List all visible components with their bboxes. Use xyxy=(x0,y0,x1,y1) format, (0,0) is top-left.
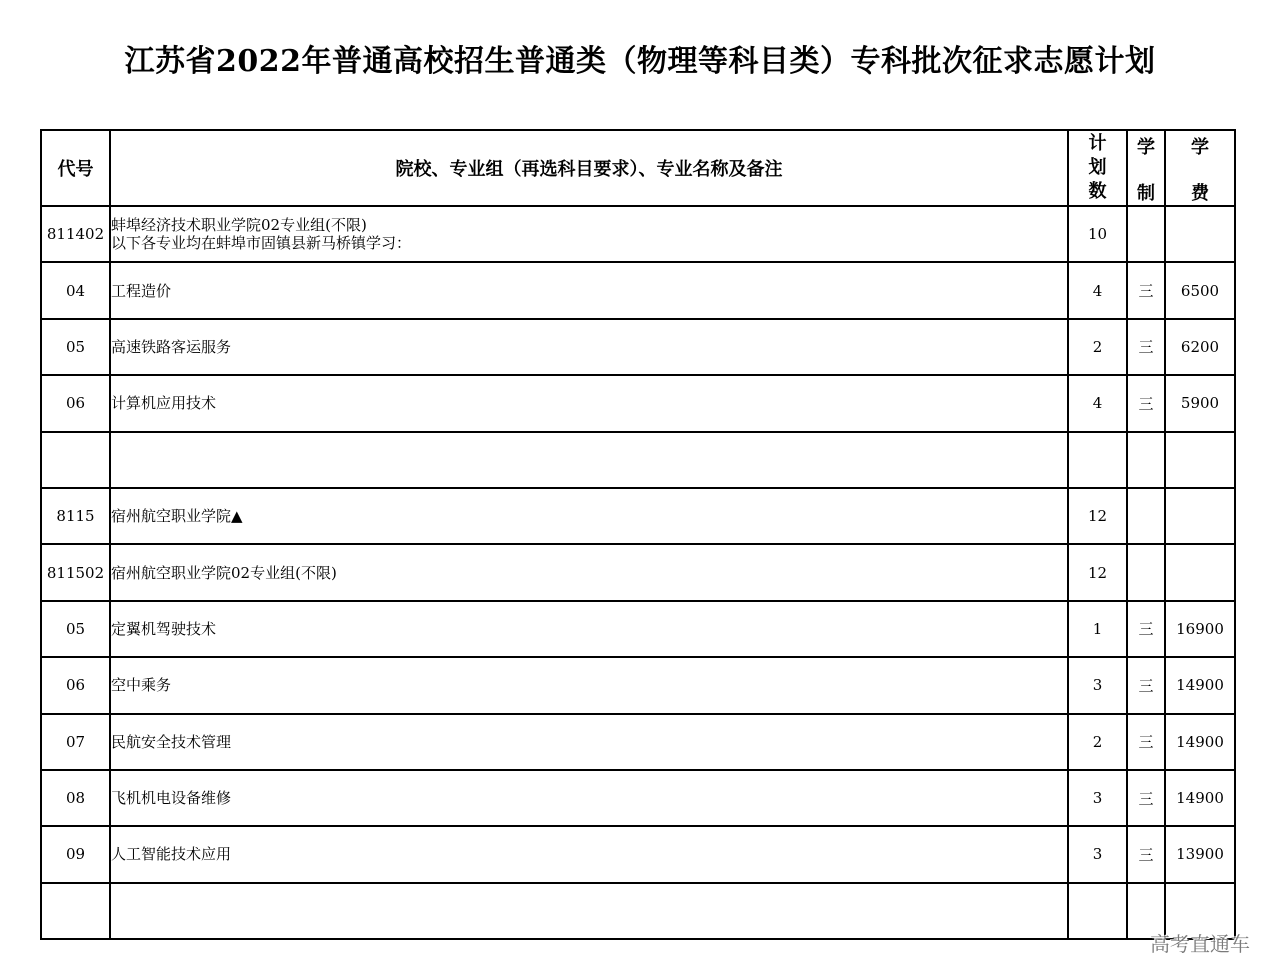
row-fee: 14900 xyxy=(1165,657,1235,713)
row-name-line: 计算机应用技术 xyxy=(111,394,217,413)
row-plan-count: 3 xyxy=(1068,657,1127,713)
row-code: 06 xyxy=(41,375,110,431)
row-name-line: 宿州航空职业学院02专业组(不限) xyxy=(111,563,337,582)
row-years: 三 xyxy=(1127,375,1165,431)
table-row xyxy=(41,601,1235,657)
row-plan-count: 1 xyxy=(1068,601,1127,657)
table-row xyxy=(41,375,1235,431)
row-plan-count: 3 xyxy=(1068,770,1127,826)
row-name xyxy=(110,826,1068,882)
row-name-line: 高速铁路客运服务 xyxy=(111,337,232,356)
header-fee xyxy=(1165,130,1235,206)
row-name-line: 蚌埠经济技术职业学院02专业组(不限) xyxy=(111,216,367,235)
table-row xyxy=(41,262,1235,318)
header-plan-count xyxy=(1068,130,1127,206)
row-code: 04 xyxy=(41,262,110,318)
row-name xyxy=(110,488,1068,544)
row-name-line: 飞机机电设备维修 xyxy=(111,789,232,808)
row-fee: 14900 xyxy=(1165,714,1235,770)
header-plan-count-char: 计 xyxy=(1088,133,1107,154)
table-row xyxy=(41,770,1235,826)
row-code: 811502 xyxy=(41,544,110,600)
row-name xyxy=(110,883,1068,939)
row-name xyxy=(110,714,1068,770)
row-years: 三 xyxy=(1127,601,1165,657)
table-row xyxy=(41,544,1235,600)
row-name xyxy=(110,319,1068,375)
row-name xyxy=(110,432,1068,488)
header-fee-char: 学 xyxy=(1191,137,1209,158)
row-plan-count xyxy=(1068,432,1127,488)
row-name-line: 空中乘务 xyxy=(111,676,172,695)
row-fee: 6500 xyxy=(1165,262,1235,318)
row-code xyxy=(41,432,110,488)
table-row xyxy=(41,319,1235,375)
row-fee: 14900 xyxy=(1165,770,1235,826)
row-code: 811402 xyxy=(41,206,110,262)
header-code: 代号 xyxy=(41,130,110,206)
row-fee: 13900 xyxy=(1165,826,1235,882)
row-name xyxy=(110,262,1068,318)
row-code: 05 xyxy=(41,601,110,657)
row-plan-count xyxy=(1068,883,1127,939)
row-plan-count: 2 xyxy=(1068,714,1127,770)
header-name: 院校、专业组（再选科目要求）、专业名称及备注 xyxy=(110,130,1068,206)
row-years: 三 xyxy=(1127,262,1165,318)
row-name xyxy=(110,206,1068,262)
table-row xyxy=(41,657,1235,713)
header-years-char: 学 xyxy=(1137,137,1155,158)
row-code: 06 xyxy=(41,657,110,713)
row-years: 三 xyxy=(1127,319,1165,375)
row-name xyxy=(110,770,1068,826)
row-code: 08 xyxy=(41,770,110,826)
table-row xyxy=(41,432,1235,488)
row-fee xyxy=(1165,544,1235,600)
row-years xyxy=(1127,206,1165,262)
row-name-line: 定翼机驾驶技术 xyxy=(111,619,217,638)
table-header-row xyxy=(41,130,1235,206)
row-plan-count: 2 xyxy=(1068,319,1127,375)
row-years xyxy=(1127,488,1165,544)
page-title: 江苏省2022年普通高校招生普通类（物理等科目类）专科批次征求志愿计划 xyxy=(124,44,1156,79)
row-fee xyxy=(1165,488,1235,544)
row-name xyxy=(110,375,1068,431)
row-name-line: 人工智能技术应用 xyxy=(111,845,232,864)
watermark: 高考直通车 xyxy=(1150,932,1250,956)
header-years xyxy=(1127,130,1165,206)
row-fee: 6200 xyxy=(1165,319,1235,375)
header-years-char: 制 xyxy=(1137,183,1155,204)
row-years xyxy=(1127,432,1165,488)
row-plan-count: 3 xyxy=(1068,826,1127,882)
row-code: 07 xyxy=(41,714,110,770)
row-years xyxy=(1127,544,1165,600)
row-years: 三 xyxy=(1127,657,1165,713)
row-fee: 16900 xyxy=(1165,601,1235,657)
header-plan-count-char: 划 xyxy=(1088,157,1107,178)
row-plan-count: 4 xyxy=(1068,262,1127,318)
header-plan-count-char: 数 xyxy=(1088,181,1107,202)
row-name-line: 宿州航空职业学院▲ xyxy=(111,507,243,526)
row-name xyxy=(110,544,1068,600)
row-name xyxy=(110,601,1068,657)
row-plan-count: 12 xyxy=(1068,488,1127,544)
table-body xyxy=(41,206,1235,939)
row-plan-count: 4 xyxy=(1068,375,1127,431)
row-name xyxy=(110,657,1068,713)
row-fee xyxy=(1165,206,1235,262)
row-name-line: 以下各专业均在蚌埠市固镇县新马桥镇学习： xyxy=(111,234,412,253)
row-name-line: 民航安全技术管理 xyxy=(111,732,232,751)
row-code xyxy=(41,883,110,939)
row-plan-count: 12 xyxy=(1068,544,1127,600)
row-code: 09 xyxy=(41,826,110,882)
table-row xyxy=(41,206,1235,262)
table-row xyxy=(41,714,1235,770)
table-row xyxy=(41,883,1235,939)
enrollment-plan-table xyxy=(40,129,1236,940)
row-years: 三 xyxy=(1127,770,1165,826)
table-row xyxy=(41,826,1235,882)
row-name-line: 工程造价 xyxy=(111,281,172,300)
table-row xyxy=(41,488,1235,544)
row-years: 三 xyxy=(1127,714,1165,770)
row-years: 三 xyxy=(1127,826,1165,882)
row-code: 05 xyxy=(41,319,110,375)
row-fee xyxy=(1165,432,1235,488)
row-code: 8115 xyxy=(41,488,110,544)
row-fee: 5900 xyxy=(1165,375,1235,431)
header-fee-char: 费 xyxy=(1191,183,1209,204)
row-plan-count: 10 xyxy=(1068,206,1127,262)
